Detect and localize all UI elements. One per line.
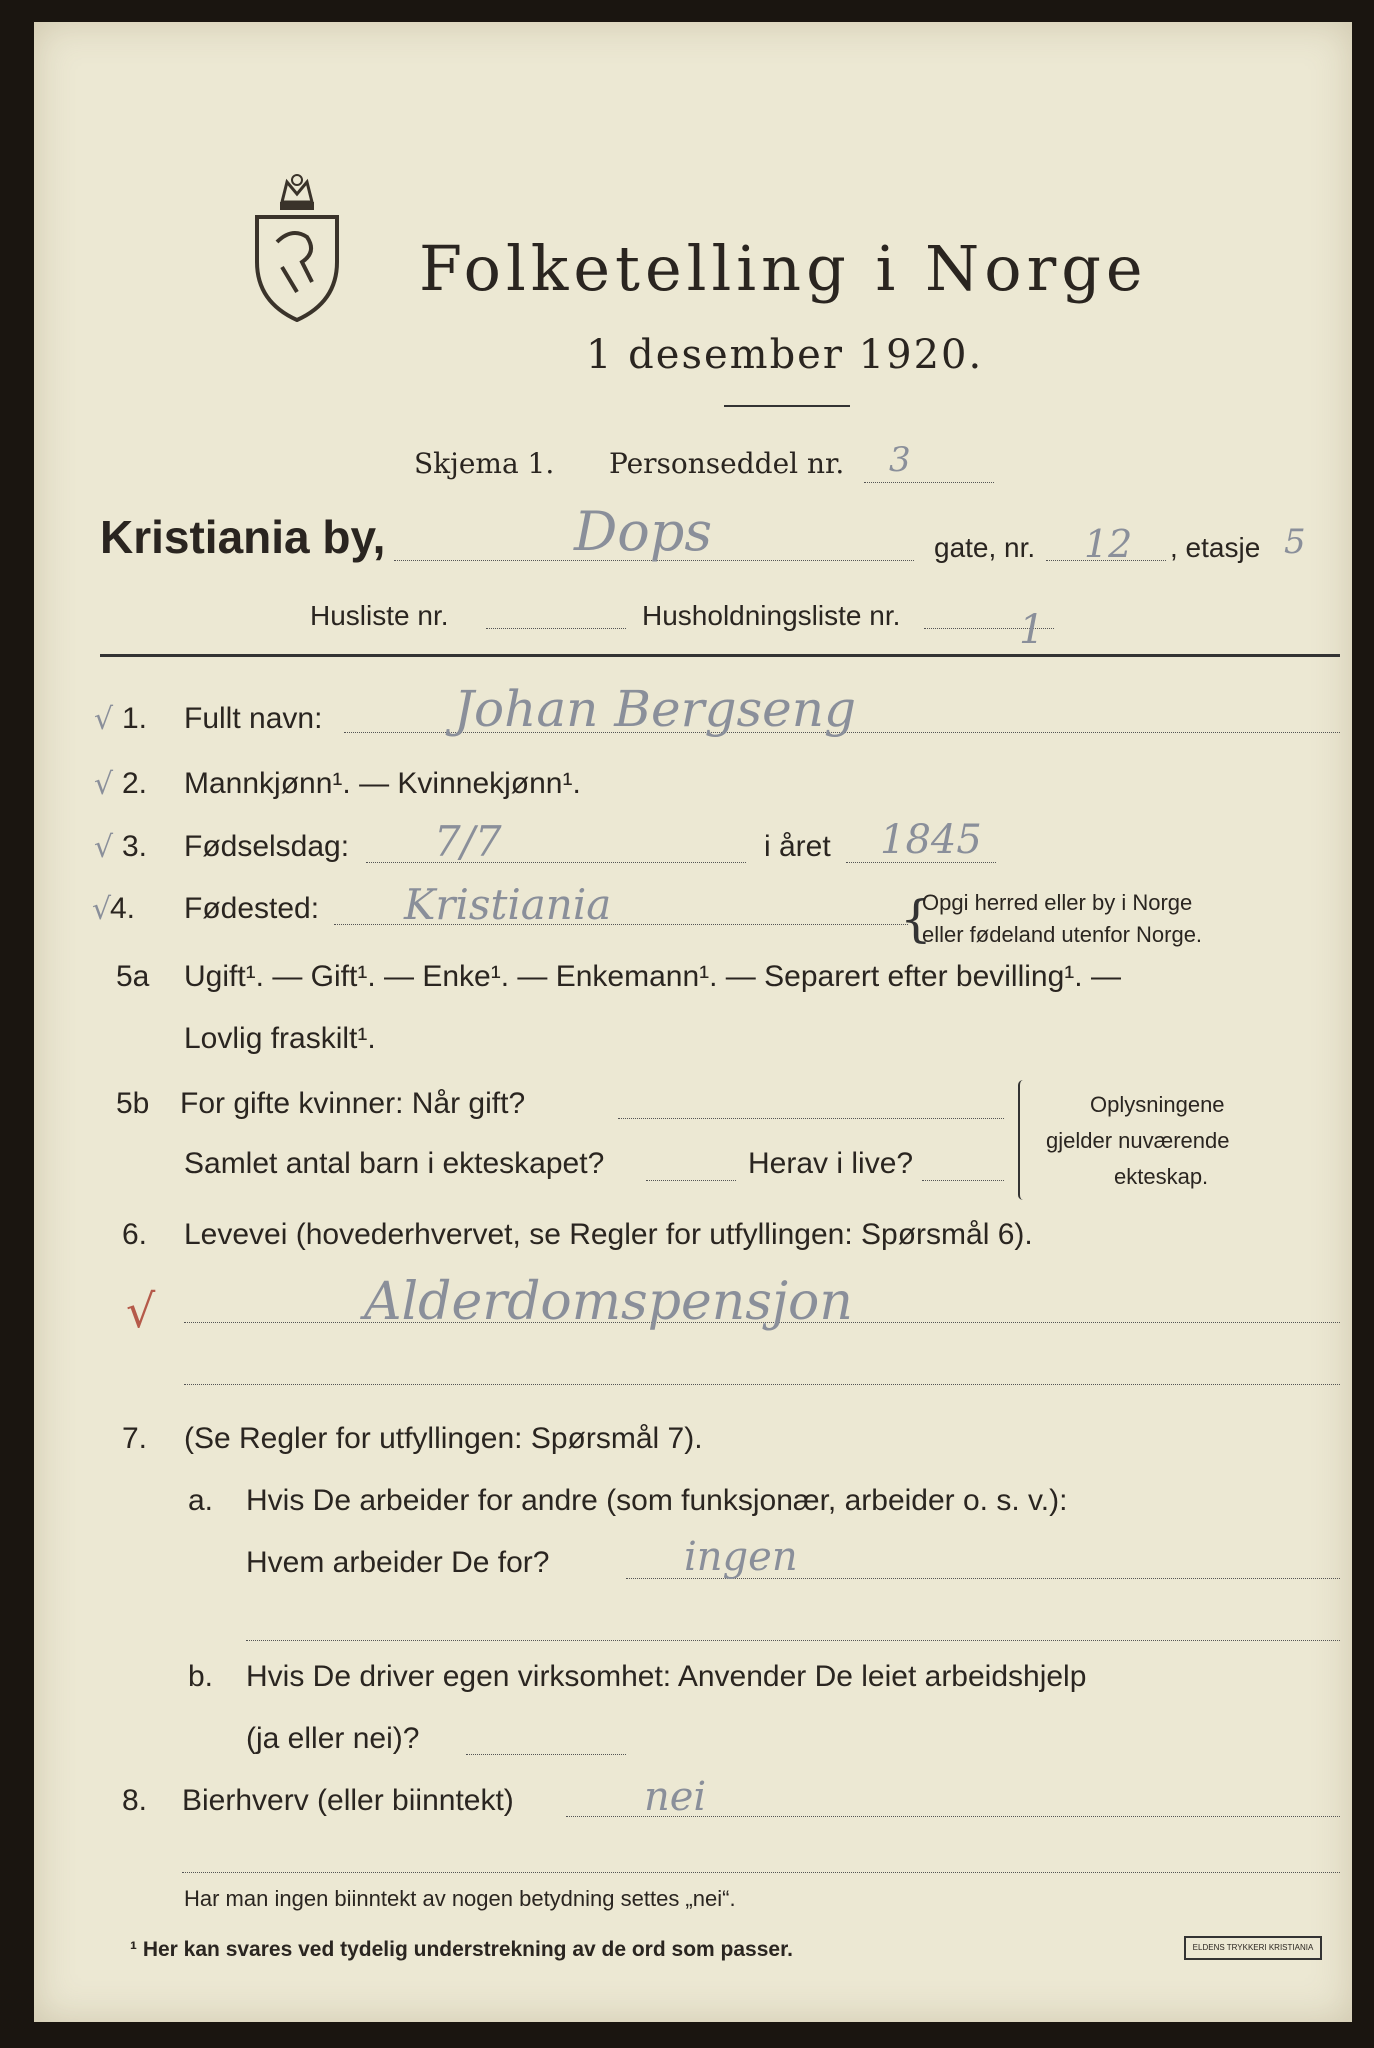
- q4-note-2: eller fødeland utenfor Norge.: [922, 922, 1203, 947]
- q1-number: 1.: [122, 702, 148, 735]
- q3-line: [366, 862, 746, 863]
- q5b-line-1: For gifte kvinner: Når gift?: [180, 1087, 526, 1120]
- personseddel-line: [864, 482, 994, 483]
- check-mark-1: √: [94, 702, 114, 737]
- header-rule: [100, 654, 1340, 657]
- form-title: Folketelling i Norge: [419, 232, 1148, 305]
- street-value: Dops: [574, 500, 713, 563]
- q4-brace: {: [900, 890, 932, 948]
- q6-line-2: [184, 1384, 1340, 1385]
- q7b-line-1: Hvis De driver egen virksomhet: Anvender De leiet arbeidshjelp: [246, 1660, 1087, 1693]
- q7a-line-1: Hvis De arbeider for andre (som funksjonær, arbeider o. s. v.):: [246, 1484, 1068, 1517]
- check-mark-4: √: [92, 892, 112, 927]
- q8-line-2: [182, 1872, 1340, 1873]
- q3-year-label: i året: [764, 830, 831, 863]
- q3-label: Fødselsdag:: [184, 830, 350, 863]
- city-label: Kristiania by,: [100, 511, 386, 563]
- q2-number: 2.: [122, 767, 148, 800]
- q3-year-value: 1845: [880, 817, 982, 863]
- q5b-children-line: [646, 1180, 736, 1181]
- q7a-line-2: Hvem arbeider De for?: [246, 1546, 550, 1579]
- q3-number: 3.: [122, 830, 148, 863]
- footnote: ¹ Her kan svares ved tydelig understrekning av de ord som passer.: [130, 1938, 793, 1961]
- q7a-value: ingen: [684, 1534, 798, 1580]
- husliste-line: [486, 628, 626, 629]
- q3-value: 7/7: [434, 817, 502, 866]
- q5b-children-label: Samlet antal barn i ekteskapet?: [184, 1147, 605, 1180]
- q7b-line: [466, 1754, 626, 1755]
- check-mark-2: √: [94, 767, 114, 802]
- etasje-label: , etasje: [1170, 532, 1261, 563]
- nr-value: 12: [1084, 522, 1133, 566]
- q8-number: 8.: [122, 1784, 148, 1817]
- q5b-alive-line: [922, 1180, 1004, 1181]
- gate-label: gate, nr.: [934, 532, 1036, 563]
- q4-number: 4.: [110, 892, 136, 925]
- q7-label: (Se Regler for utfyllingen: Spørsmål 7).: [184, 1422, 703, 1455]
- printer-stamp: ELDENS TRYKKERI KRISTIANIA: [1184, 1936, 1322, 1960]
- q2-label: Mannkjønn¹. — Kvinnekjønn¹.: [184, 767, 581, 800]
- husliste-label: Husliste nr.: [310, 600, 449, 631]
- q8-value: nei: [644, 1774, 707, 1820]
- q5a-line-1: Ugift¹. — Gift¹. — Enke¹. — Enkemann¹. — Separert efter bevilling¹. —: [184, 960, 1121, 993]
- q4-note-1: Opgi herred eller by i Norge: [922, 890, 1193, 915]
- q7a-line-2-rule: [246, 1640, 1340, 1641]
- etasje-value: 5: [1284, 522, 1306, 562]
- personseddel-label: Personseddel nr.: [609, 447, 845, 480]
- q5b-brace: [1018, 1080, 1028, 1200]
- q4-label: Fødested:: [184, 892, 320, 925]
- census-form: [34, 22, 1352, 2022]
- q6-number: 6.: [122, 1218, 148, 1251]
- check-mark-3: √: [94, 830, 114, 865]
- q6-value: Alderdomspensjon: [364, 1272, 853, 1332]
- personseddel-value: 3: [889, 440, 911, 480]
- census-date: 1 desember 1920.: [586, 332, 984, 378]
- schema-label: Skjema 1.: [414, 447, 555, 480]
- coat-of-arms-icon: [252, 172, 342, 322]
- q5b-number: 5b: [116, 1087, 150, 1120]
- q1-label: Fullt navn:: [184, 702, 323, 735]
- q6-label: Levevei (hovederhvervet, se Regler for utfyllingen: Spørsmål 6).: [184, 1218, 1033, 1251]
- q5b-married-line: [618, 1118, 1004, 1119]
- husholdning-label: Husholdningsliste nr.: [642, 600, 901, 631]
- red-check-mark: √: [126, 1284, 156, 1338]
- husholdning-value: 1: [1019, 607, 1045, 653]
- q4-value: Kristiania: [404, 880, 612, 929]
- q7b-line-2: (ja eller nei)?: [246, 1722, 420, 1755]
- divider: [724, 405, 850, 407]
- q5b-alive-label: Herav i live?: [748, 1147, 914, 1180]
- q1-value: Johan Bergseng: [454, 680, 856, 738]
- q5b-note-1: Oplysningene: [1090, 1092, 1225, 1117]
- q8-label: Bierhverv (eller biinntekt): [182, 1784, 514, 1817]
- q7-number: 7.: [122, 1422, 148, 1455]
- q5a-number: 5a: [116, 960, 150, 993]
- q7a-number: a.: [188, 1484, 214, 1517]
- q7b-number: b.: [188, 1660, 214, 1693]
- q5b-note-2: gjelder nuværende: [1046, 1128, 1230, 1153]
- q5b-note-3: ekteskap.: [1114, 1164, 1209, 1189]
- footer-note: Har man ingen biinntekt av nogen betydning settes „nei“.: [184, 1886, 736, 1911]
- q5a-line-2: Lovlig fraskilt¹.: [184, 1022, 376, 1055]
